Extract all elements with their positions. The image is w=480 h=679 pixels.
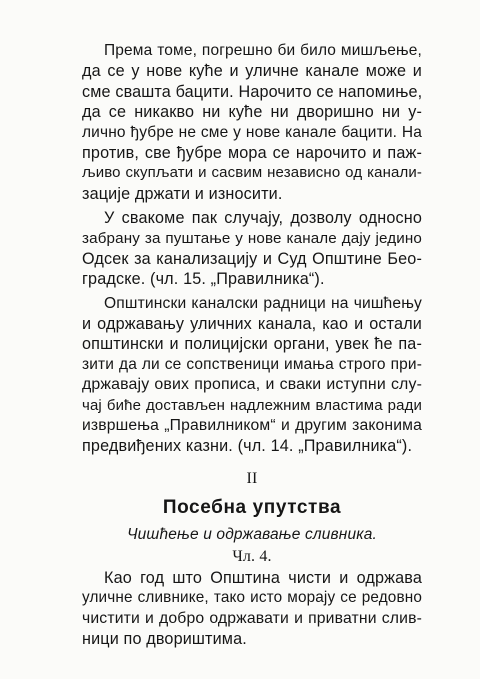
- article-number: Чл. 4.: [232, 547, 272, 565]
- text-line: да се никакво ни куће ни дворишно ни у-: [82, 103, 422, 122]
- page-text: [82, 41, 422, 649]
- text-line: против, све ђубре мора се нарочито и паж-: [82, 143, 422, 162]
- paragraph-4: [82, 568, 422, 650]
- text-line: Одсек за канализацију и Суд Општине Бео-: [82, 249, 422, 268]
- text-line: чистити и добро одржавати и приватни слив-: [82, 609, 422, 627]
- text-line: Општински каналски радници на чишћењу: [104, 294, 422, 312]
- paragraph-2: [82, 208, 422, 290]
- section-title: Посебна упутства: [162, 496, 342, 518]
- text-line: забрану за пуштање у нове канале дају једино: [82, 229, 422, 247]
- text-line: зити да ли се сопственици имања строго при-: [82, 355, 422, 373]
- text-line: Као год што Општина чисти и одржава: [104, 568, 422, 587]
- paragraph-3: [82, 294, 422, 457]
- text-line: градске. (чл. 15. „Правилника“).: [82, 270, 325, 289]
- text-line: лично ђубре не сме у нове канале бацити. На: [82, 123, 422, 141]
- text-line: Према томе, погрешно би било мишљење,: [104, 42, 422, 59]
- text-line: сме свашта бацити. Нарочито се напомиње,: [82, 82, 423, 101]
- section-subtitle: Чишћење и одржавање сливника.: [127, 525, 377, 543]
- text-line: државају ових прописа, и сваки иступни слу-: [82, 376, 422, 394]
- text-line: зације држати и износити.: [82, 184, 283, 203]
- text-line: општински и полицијски органи, увек ће па-: [82, 335, 422, 354]
- text-line: ници по двориштима.: [82, 629, 247, 648]
- text-line: чај биће достављен надлежним властима ради: [82, 396, 422, 414]
- paragraph-1: [82, 41, 422, 204]
- text-line: љиво скупљати и сасвим независно од канали-: [82, 164, 422, 182]
- section-number: II: [246, 469, 258, 487]
- text-line: предвиђених казни. (чл. 14. „Правилника“).: [82, 437, 413, 456]
- text-line: уличне сливнике, тако исто морају се редовно: [82, 589, 422, 607]
- text-line: да се у нове куће и уличне канале може и: [82, 62, 422, 81]
- text-line: и одржавању уличних канала, као и остали: [82, 315, 422, 334]
- text-line: извршења „Правилником“ и другим законима: [82, 417, 422, 435]
- text-line: У свакоме пак случају, дозволу односно: [104, 209, 422, 228]
